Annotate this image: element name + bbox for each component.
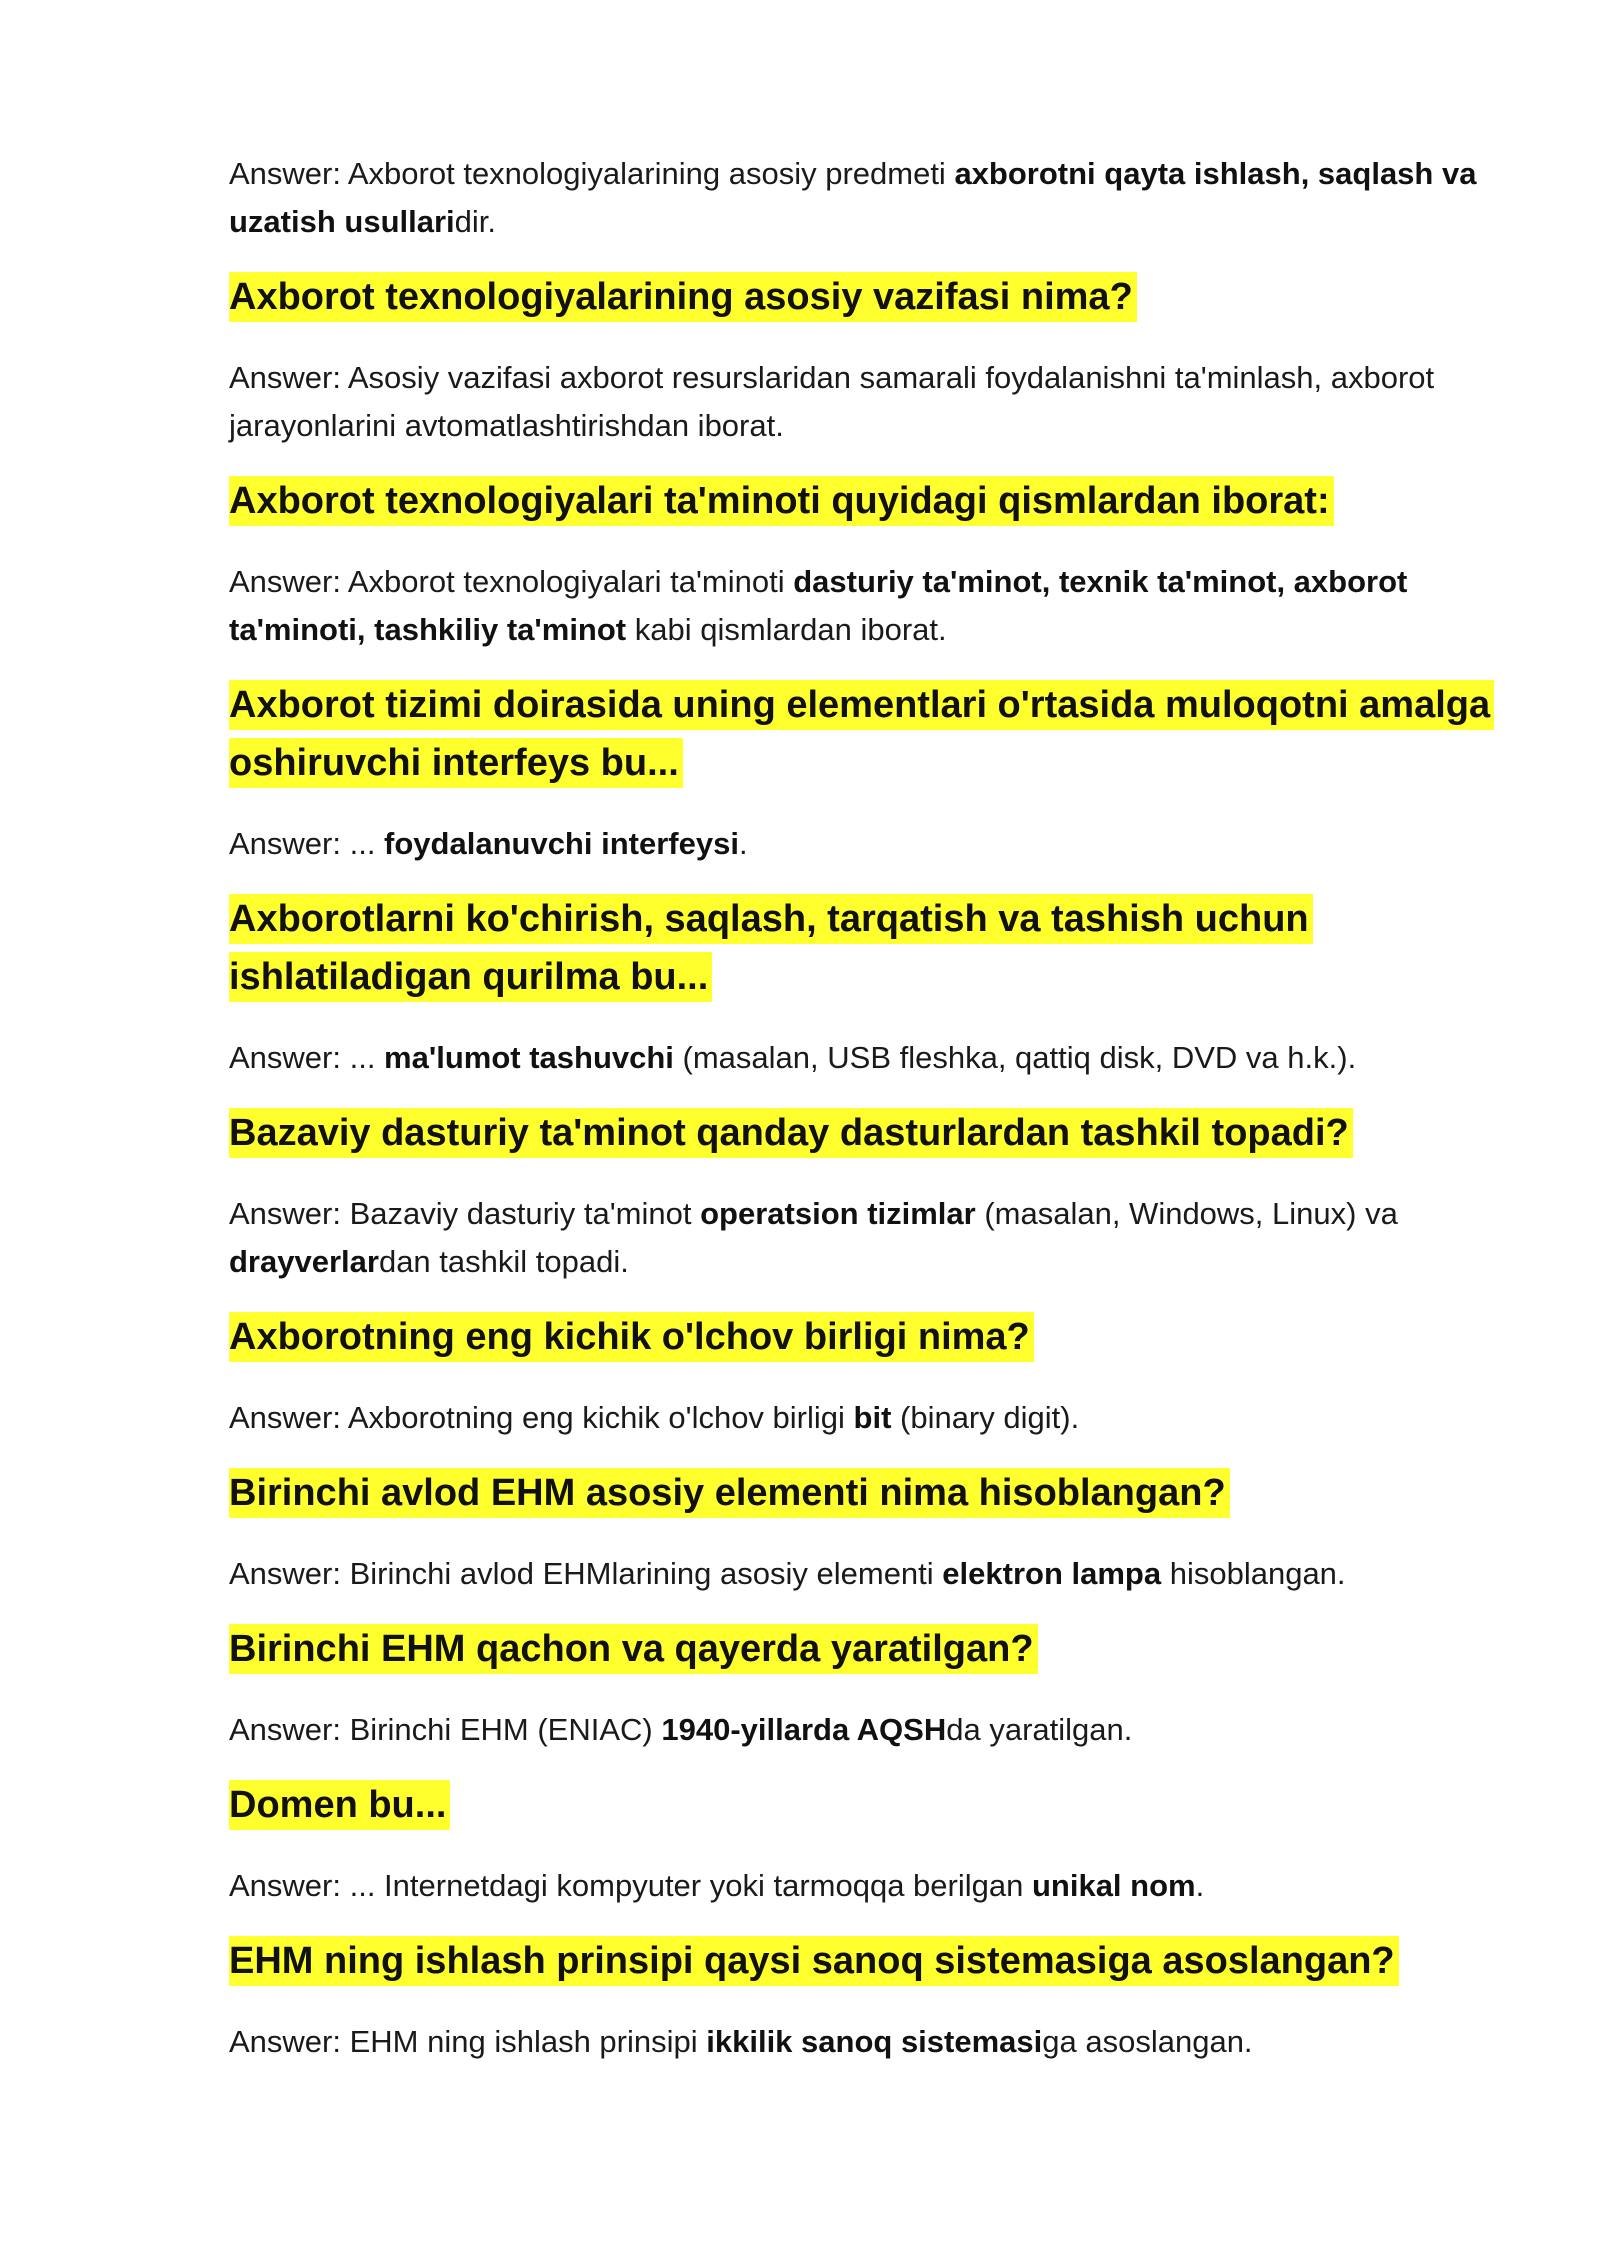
answer-bold-segment: ikkilik sanoq sistemasi <box>706 2024 1043 2059</box>
question-highlight: Axborot texnologiyalarining asosiy vazifasi nima? <box>229 272 1137 322</box>
answer-segment: . <box>1195 1868 1205 1903</box>
qa-block <box>229 268 1499 450</box>
answer-bold-segment: unikal nom <box>1031 1868 1196 1903</box>
answer-text <box>229 1706 1499 1754</box>
question-highlight: Birinchi EHM qachon va qayerda yaratilgan? <box>229 1624 1038 1674</box>
answer-segment: hisoblangan. <box>1161 1556 1346 1591</box>
answer-text <box>229 1190 1499 1286</box>
answer-bold-segment: axborotni qayta ishlash, saqlash va uzatish usullari <box>229 156 1477 239</box>
answer-segment: Answer: ... <box>229 1040 385 1075</box>
answer-bold-segment: elektron lampa <box>942 1556 1162 1591</box>
question-highlight: Axborot texnologiyalari ta'minoti quyidagi qismlardan iborat: <box>229 476 1334 526</box>
question-heading <box>229 676 1499 792</box>
question-highlight: Axborot tizimi doirasida uning elementlari o'rtasida muloqotni amalga oshiruvchi interfeys bu... <box>229 680 1494 788</box>
question-heading <box>229 1620 1499 1678</box>
answer-segment: Answer: ... <box>229 826 385 861</box>
answer-segment: Answer: Axborotning eng kichik o'lchov birligi <box>229 1400 854 1435</box>
answer-text <box>229 2018 1499 2066</box>
answer-bold-segment: drayverlar <box>229 1244 379 1279</box>
answer-segment: (binary digit). <box>891 1400 1080 1435</box>
qa-block <box>229 150 1499 246</box>
question-heading <box>229 268 1499 326</box>
answer-text <box>229 1394 1499 1442</box>
question-heading <box>229 1104 1499 1162</box>
question-heading <box>229 472 1499 530</box>
qa-block <box>229 1932 1499 2066</box>
answer-bold-segment: operatsion tizimlar <box>700 1196 976 1231</box>
answer-segment: Answer: Birinchi EHM (ENIAC) <box>229 1712 662 1747</box>
answer-segment: Answer: Birinchi avlod EHMlarining asosiy elementi <box>229 1556 943 1591</box>
qa-list <box>229 150 1499 2066</box>
question-heading <box>229 1776 1499 1834</box>
answer-segment: Answer: Axborot texnologiyalari ta'minoti <box>229 564 794 599</box>
question-highlight: Axborotlarni ko'chirish, saqlash, tarqatish va tashish uchun ishlatiladigan qurilma bu... <box>229 894 1313 1002</box>
answer-segment: (masalan, USB fleshka, qattiq disk, DVD va h.k.). <box>673 1040 1357 1075</box>
question-highlight: Birinchi avlod EHM asosiy elementi nima hisoblangan? <box>229 1468 1230 1518</box>
qa-block <box>229 1464 1499 1598</box>
answer-segment: Answer: EHM ning ishlash prinsipi <box>229 2024 707 2059</box>
answer-segment: dir. <box>454 204 497 239</box>
question-highlight: Bazaviy dasturiy ta'minot qanday dasturlardan tashkil topadi? <box>229 1108 1353 1158</box>
answer-segment: Answer: Axborot texnologiyalarining asosiy predmeti <box>229 156 955 191</box>
qa-block <box>229 1776 1499 1910</box>
answer-text <box>229 1862 1499 1910</box>
question-heading <box>229 1464 1499 1522</box>
answer-segment: (masalan, Windows, Linux) va <box>975 1196 1398 1231</box>
answer-segment: kabi qismlardan iborat. <box>626 612 947 647</box>
question-highlight: Domen bu... <box>229 1780 450 1830</box>
question-heading <box>229 890 1499 1006</box>
answer-bold-segment: bit <box>853 1400 892 1435</box>
qa-block <box>229 1620 1499 1754</box>
answer-text <box>229 1034 1499 1082</box>
answer-segment: dan tashkil topadi. <box>378 1244 629 1279</box>
answer-text <box>229 1550 1499 1598</box>
answer-text <box>229 558 1499 654</box>
question-highlight: EHM ning ishlash prinsipi qaysi sanoq sistemasiga asoslangan? <box>229 1936 1399 1986</box>
qa-block <box>229 1308 1499 1442</box>
question-heading <box>229 1932 1499 1990</box>
qa-block <box>229 1104 1499 1286</box>
question-highlight: Axborotning eng kichik o'lchov birligi nima? <box>229 1312 1034 1362</box>
qa-block <box>229 890 1499 1082</box>
answer-bold-segment: foydalanuvchi interfeysi <box>384 826 739 861</box>
answer-bold-segment: 1940-yillarda AQSH <box>661 1712 947 1747</box>
answer-text <box>229 354 1499 450</box>
answer-bold-segment: ma'lumot tashuvchi <box>384 1040 674 1075</box>
qa-block <box>229 472 1499 654</box>
answer-segment: ga asoslangan. <box>1042 2024 1253 2059</box>
answer-text <box>229 820 1499 868</box>
answer-segment: Answer: ... Internetdagi kompyuter yoki tarmoqqa berilgan <box>229 1868 1032 1903</box>
answer-bold-segment: dasturiy ta'minot, texnik ta'minot, axborot ta'minoti, tashkiliy ta'minot <box>229 564 1408 647</box>
qa-block <box>229 676 1499 868</box>
document-page <box>229 150 1499 2066</box>
question-heading <box>229 1308 1499 1366</box>
answer-text <box>229 150 1499 246</box>
answer-segment: . <box>738 826 748 861</box>
answer-segment: da yaratilgan. <box>946 1712 1133 1747</box>
answer-segment: Answer: Asosiy vazifasi axborot resurslaridan samarali foydalanishni ta'minlash, axborot jarayonlarini avtomatlashtirishdan iborat. <box>229 360 1435 443</box>
answer-segment: Answer: Bazaviy dasturiy ta'minot <box>229 1196 701 1231</box>
